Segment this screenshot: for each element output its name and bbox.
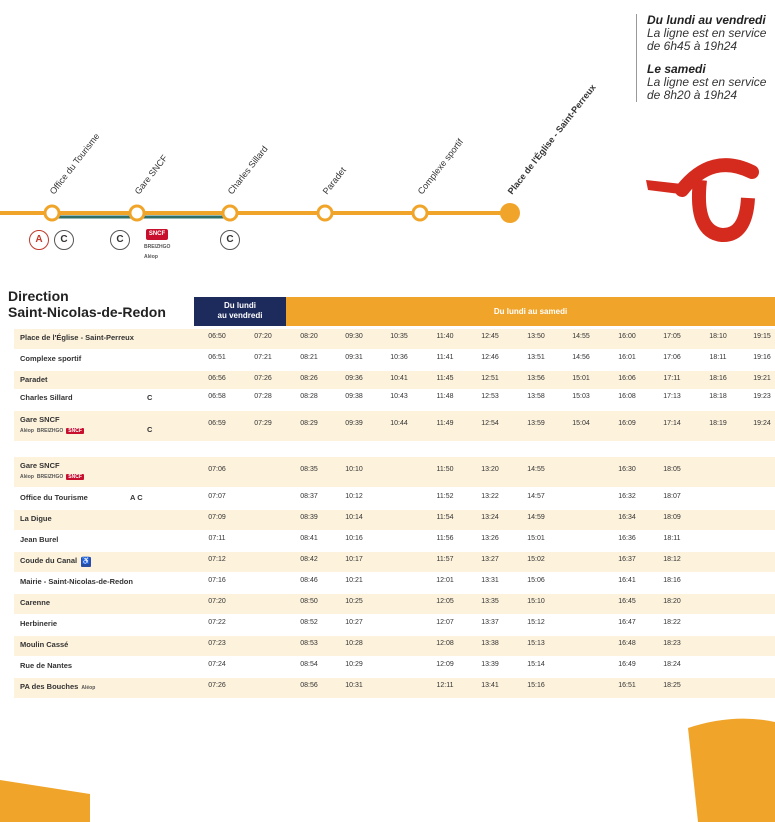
stop-name: Rue de Nantes: [20, 661, 73, 670]
departure-time: 15:01: [527, 535, 545, 542]
departure-time: 14:55: [572, 333, 590, 340]
departure-time: 10:41: [390, 375, 408, 382]
departure-time: 16:51: [618, 682, 636, 689]
departure-time: 16:47: [618, 619, 636, 626]
departure-time: 08:20: [300, 333, 318, 340]
saturday-line-1: La ligne est en service: [647, 75, 767, 89]
connection-lines: C: [147, 393, 153, 402]
aleop-logo: Aléop: [20, 428, 34, 434]
departure-time: 16:30: [618, 466, 636, 473]
departure-time: 08:37: [300, 493, 318, 500]
departure-time: 11:57: [436, 556, 454, 563]
saturday-heading: Le samedi: [647, 62, 706, 76]
stop-name: Moulin Cassé: [20, 640, 69, 649]
departure-time: 07:28: [254, 393, 272, 400]
direction-title: [8, 288, 166, 320]
departure-time: 10:35: [390, 333, 408, 340]
departure-time: 13:39: [481, 661, 499, 668]
departure-time: 19:23: [753, 393, 771, 400]
sncf-logo: SNCF: [146, 229, 168, 240]
departure-time: 07:21: [254, 354, 272, 361]
departure-time: 18:11: [663, 535, 681, 542]
departure-time: 12:05: [436, 598, 454, 605]
departure-time: 07:09: [208, 514, 226, 521]
departure-time: 10:14: [345, 514, 363, 521]
breizhgo-logo: BREIZHGO: [36, 428, 64, 434]
stop-name: Herbinerie: [20, 619, 58, 628]
departure-time: 14:55: [527, 466, 545, 473]
departure-time: 18:19: [709, 420, 727, 427]
line-c-badge: C: [220, 230, 240, 250]
departure-time: 06:56: [208, 375, 226, 382]
departure-time: 08:42: [300, 556, 318, 563]
departure-time: 15:10: [527, 598, 545, 605]
departure-time: 13:56: [527, 375, 545, 382]
table-row: [14, 457, 775, 487]
departure-time: 16:36: [618, 535, 636, 542]
departure-time: 10:17: [345, 556, 363, 563]
departure-time: 17:06: [663, 354, 681, 361]
departure-time: 11:56: [436, 535, 454, 542]
departure-time: 18:11: [709, 354, 727, 361]
direction-destination: Saint-Nicolas-de-Redon: [8, 304, 166, 320]
route-stop-label: Office du Tourisme: [47, 131, 102, 197]
weekday-header-line-2: au vendredi: [217, 311, 263, 320]
departure-time: 06:59: [208, 420, 226, 427]
departure-time: 16:48: [618, 640, 636, 647]
weekday-line-1: La ligne est en service: [647, 26, 767, 40]
service-hours-panel: [636, 14, 775, 102]
departure-time: 12:01: [436, 577, 454, 584]
week-columns-header: Du lundi au samedi: [286, 297, 775, 326]
departure-time: 12:11: [436, 682, 454, 689]
departure-time: 16:37: [618, 556, 636, 563]
stop-name: Mairie - Saint-Nicolas-de-Redon: [20, 577, 133, 586]
departure-time: 15:12: [527, 619, 545, 626]
table-row: [14, 510, 775, 530]
departure-time: 13:24: [481, 514, 499, 521]
departure-time: 10:12: [345, 493, 363, 500]
departure-time: 15:03: [572, 393, 590, 400]
departure-time: 18:07: [663, 493, 681, 500]
sncf-logo: SNCF: [68, 428, 82, 434]
route-stop-label: Place de l'Église - Saint-Perreux: [505, 82, 598, 197]
departure-time: 07:16: [208, 577, 226, 584]
departure-time: 08:53: [300, 640, 318, 647]
departure-time: 07:29: [254, 420, 272, 427]
departure-time: 15:13: [527, 640, 545, 647]
weekday-header-line-1: Du lundi: [224, 301, 256, 310]
weekday-line-2: de 6h45 à 19h24: [647, 39, 738, 53]
departure-time: 18:05: [663, 466, 681, 473]
departure-time: 18:16: [663, 577, 681, 584]
wheelchair-accessible-icon: ♿: [81, 558, 91, 565]
departure-time: 18:09: [663, 514, 681, 521]
departure-time: 10:10: [345, 466, 363, 473]
stop-name: Complexe sportif: [20, 354, 82, 363]
route-stop-marker: [130, 206, 144, 220]
route-stop-marker: [45, 206, 59, 220]
departure-time: 07:11: [208, 535, 226, 542]
route-stop-label: Gare SNCF: [132, 153, 170, 197]
departure-time: 08:35: [300, 466, 318, 473]
departure-time: 06:51: [208, 354, 226, 361]
departure-time: 15:04: [572, 420, 590, 427]
stop-name: Coude du Canal ♿: [20, 556, 91, 565]
departure-time: 07:23: [208, 640, 226, 647]
stop-name: La Digue: [20, 514, 52, 523]
route-stop-label: Paradet: [320, 165, 348, 197]
departure-time: 11:48: [436, 393, 454, 400]
departure-time: 13:50: [527, 333, 545, 340]
departure-time: 13:51: [527, 354, 545, 361]
direction-label: Direction: [8, 288, 69, 304]
departure-time: 18:16: [709, 375, 727, 382]
departure-time: 18:23: [663, 640, 681, 647]
departure-time: 07:06: [208, 466, 226, 473]
departure-time: 10:25: [345, 598, 363, 605]
stop-name: Office du Tourisme: [20, 493, 88, 502]
departure-time: 09:36: [345, 375, 363, 382]
departure-time: 10:36: [390, 354, 408, 361]
departure-time: 15:02: [527, 556, 545, 563]
network-logo: [642, 150, 762, 245]
departure-time: 09:30: [345, 333, 363, 340]
departure-time: 07:12: [208, 556, 226, 563]
departure-time: 13:41: [481, 682, 499, 689]
departure-time: 13:35: [481, 598, 499, 605]
route-stop-label: Charles Sillard: [225, 143, 270, 197]
departure-time: 10:43: [390, 393, 408, 400]
weekday-column-header: [194, 297, 286, 326]
departure-time: 09:31: [345, 354, 363, 361]
departure-time: 18:12: [663, 556, 681, 563]
departure-time: 11:49: [436, 420, 454, 427]
table-row: [14, 657, 775, 677]
route-stop-marker: [500, 203, 520, 223]
departure-time: 10:28: [345, 640, 363, 647]
departure-time: 12:07: [436, 619, 454, 626]
aleop-logo: Aléop: [81, 685, 96, 691]
departure-time: 17:14: [663, 420, 681, 427]
aleop-logo: Aléop: [20, 474, 34, 480]
table-row: [14, 489, 775, 509]
departure-time: 19:15: [753, 333, 771, 340]
departure-time: 16:34: [618, 514, 636, 521]
departure-time: 14:56: [572, 354, 590, 361]
stop-name: Gare SNCF Aléop BREIZHGO SNCF: [20, 415, 82, 434]
departure-time: 08:50: [300, 598, 318, 605]
stop-name: PA des Bouches Aléop: [20, 682, 96, 691]
departure-time: 06:58: [208, 393, 226, 400]
departure-time: 10:31: [345, 682, 363, 689]
departure-time: 17:13: [663, 393, 681, 400]
departure-time: 11:45: [436, 375, 454, 382]
route-stop-marker: [413, 206, 427, 220]
line-a-badge: A: [29, 230, 49, 250]
departure-time: 15:01: [572, 375, 590, 382]
departure-time: 19:16: [753, 354, 771, 361]
departure-time: 07:07: [208, 493, 226, 500]
line-c-badge: C: [110, 230, 130, 250]
departure-time: 12:46: [481, 354, 499, 361]
departure-time: 08:56: [300, 682, 318, 689]
departure-time: 13:31: [481, 577, 499, 584]
route-stop-label: Complexe sportif: [415, 136, 466, 197]
stop-name: Carenne: [20, 598, 51, 607]
departure-time: 13:59: [527, 420, 545, 427]
stop-name: Jean Burel: [20, 535, 59, 544]
departure-time: 09:39: [345, 420, 363, 427]
departure-time: 13:38: [481, 640, 499, 647]
departure-time: 12:54: [481, 420, 499, 427]
departure-time: 11:40: [436, 333, 454, 340]
decorative-orange-shape-left: [0, 772, 90, 822]
departure-time: 11:41: [436, 354, 454, 361]
departure-time: 18:22: [663, 619, 681, 626]
departure-time: 19:21: [753, 375, 771, 382]
saturday-line-2: de 8h20 à 19h24: [647, 88, 738, 102]
departure-time: 11:50: [436, 466, 454, 473]
departure-time: 16:01: [618, 354, 636, 361]
breizhgo-logo: BREIZHGO: [36, 474, 64, 480]
departure-time: 07:24: [208, 661, 226, 668]
stop-name: Place de l'Église - Saint-Perreux: [20, 333, 134, 342]
departure-time: 07:20: [208, 598, 226, 605]
departure-time: 09:38: [345, 393, 363, 400]
departure-time: 16:45: [618, 598, 636, 605]
departure-time: 12:45: [481, 333, 499, 340]
connection-lines: C: [147, 425, 153, 434]
departure-time: 07:20: [254, 333, 272, 340]
table-row: [14, 615, 775, 635]
departure-time: 19:24: [753, 420, 771, 427]
departure-time: 07:22: [208, 619, 226, 626]
departure-time: 16:08: [618, 393, 636, 400]
departure-time: 18:25: [663, 682, 681, 689]
departure-time: 06:50: [208, 333, 226, 340]
stop-name: Gare SNCF Aléop BREIZHGO SNCF: [20, 461, 82, 480]
table-row: [14, 636, 775, 656]
stop-name: Paradet: [20, 375, 48, 384]
departure-time: 16:32: [618, 493, 636, 500]
departure-time: 11:52: [436, 493, 454, 500]
departure-time: 08:26: [300, 375, 318, 382]
departure-time: 08:39: [300, 514, 318, 521]
departure-time: 11:54: [436, 514, 454, 521]
departure-time: 13:27: [481, 556, 499, 563]
departure-time: 14:57: [527, 493, 545, 500]
departure-time: 15:14: [527, 661, 545, 668]
line-c-badge: C: [54, 230, 74, 250]
decorative-orange-shape-right: [688, 718, 775, 822]
departure-time: 12:51: [481, 375, 499, 382]
departure-time: 13:20: [481, 466, 499, 473]
departure-time: 10:21: [345, 577, 363, 584]
stop-name: Charles Sillard: [20, 393, 73, 402]
departure-time: 10:16: [345, 535, 363, 542]
departure-time: 13:26: [481, 535, 499, 542]
route-stop-marker: [223, 206, 237, 220]
route-map: [0, 0, 630, 270]
departure-time: 16:49: [618, 661, 636, 668]
departure-time: 07:26: [208, 682, 226, 689]
breizhgo-logo: BREIZHGO: [144, 244, 171, 250]
departure-time: 16:41: [618, 577, 636, 584]
departure-time: 14:59: [527, 514, 545, 521]
route-stop-marker: [318, 206, 332, 220]
departure-time: 16:09: [618, 420, 636, 427]
departure-time: 08:46: [300, 577, 318, 584]
departure-time: 16:06: [618, 375, 636, 382]
departure-time: 18:20: [663, 598, 681, 605]
departure-time: 10:29: [345, 661, 363, 668]
departure-time: 08:41: [300, 535, 318, 542]
departure-time: 07:26: [254, 375, 272, 382]
sncf-logo: SNCF: [68, 474, 82, 480]
departure-time: 15:16: [527, 682, 545, 689]
departure-time: 08:28: [300, 393, 318, 400]
departure-time: 08:52: [300, 619, 318, 626]
departure-time: 12:08: [436, 640, 454, 647]
departure-time: 08:21: [300, 354, 318, 361]
departure-time: 18:10: [709, 333, 727, 340]
departure-time: 13:58: [527, 393, 545, 400]
table-row: [14, 531, 775, 551]
aleop-logo: Aléop: [144, 254, 158, 260]
departure-time: 18:18: [709, 393, 727, 400]
weekday-heading: Du lundi au vendredi: [647, 13, 766, 27]
departure-time: 15:06: [527, 577, 545, 584]
departure-time: 10:27: [345, 619, 363, 626]
departure-time: 13:37: [481, 619, 499, 626]
table-row: [14, 552, 775, 572]
departure-time: 12:09: [436, 661, 454, 668]
departure-time: 10:44: [390, 420, 408, 427]
connection-lines: A C: [130, 493, 143, 502]
departure-time: 17:05: [663, 333, 681, 340]
departure-time: 08:29: [300, 420, 318, 427]
departure-time: 08:54: [300, 661, 318, 668]
departure-time: 12:53: [481, 393, 499, 400]
departure-time: 13:22: [481, 493, 499, 500]
departure-time: 17:11: [663, 375, 681, 382]
table-row: [14, 594, 775, 614]
table-row: [14, 678, 775, 698]
departure-time: 18:24: [663, 661, 681, 668]
departure-time: 16:00: [618, 333, 636, 340]
